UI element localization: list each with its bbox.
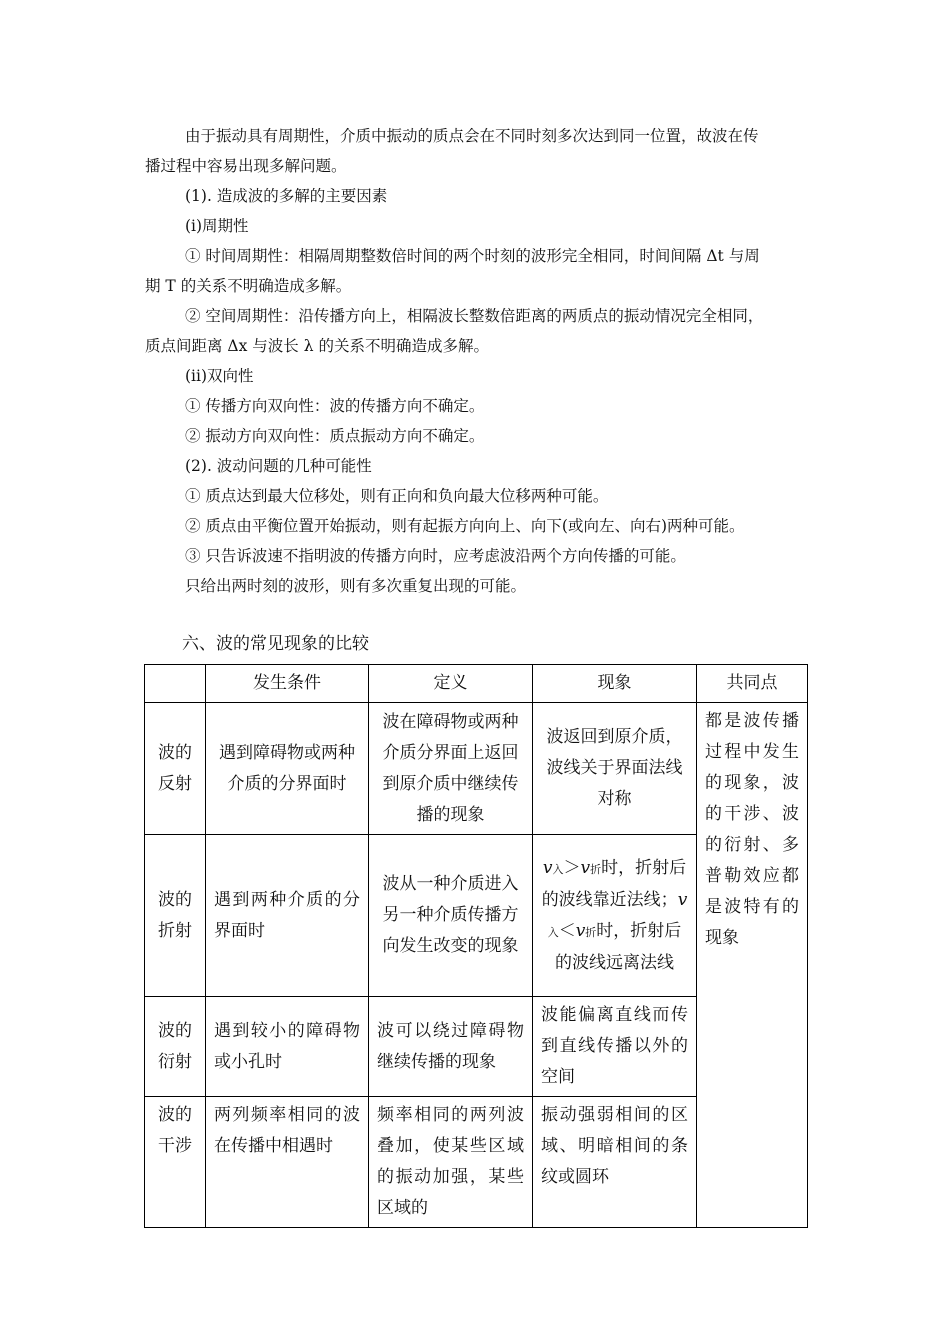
velocity-symbol: v (677, 889, 688, 910)
possibility-1: ① 质点达到最大位移处，则有正向和负向最大位移两种可能。 (185, 487, 609, 505)
space-periodicity-line2: 质点间距离 Δx 与波长 λ 的关系不明确造成多解。 (145, 337, 489, 355)
time-periodicity-line2: 期 T 的关系不明确造成多解。 (145, 277, 352, 295)
header-blank (145, 665, 206, 703)
section-title: 六、波的常见现象的比较 (182, 634, 369, 654)
reflection-condition: 遇到障碍物或两种介质的分界面时 (206, 703, 369, 835)
heading-bidirectionality: (ii)双向性 (185, 367, 254, 385)
diffraction-condition: 遇到较小的障碍物或小孔时 (206, 997, 369, 1097)
velocity-symbol: v (575, 920, 586, 941)
reflection-phenomenon: 波返回到原介质，波线关于界面法线对称 (533, 703, 697, 835)
common-points: 都是波传播过程中发生的现象，波的干涉、波的衍射、多普勒效应都是波特有的现象 (697, 703, 808, 1228)
paragraph-intro-line2: 播过程中容易出现多解问题。 (145, 157, 347, 175)
subscript-refracted: 折 (590, 862, 602, 876)
velocity-symbol: v (542, 857, 553, 878)
row-name-interference: 波的干涉 (145, 1097, 206, 1228)
refraction-phenomenon-part-b: 时，折射后的波线远离法线 (555, 920, 682, 973)
table-header-row (145, 665, 808, 703)
velocity-symbol: v (580, 857, 591, 878)
heading-possibilities: (2). 波动问题的几种可能性 (185, 457, 372, 475)
possibility-3: ③ 只告诉波速不指明波的传播方向时，应考虑波沿两个方向传播的可能。 (185, 547, 686, 565)
paragraph-intro-line1: 由于振动具有周期性，介质中振动的质点会在不同时刻多次达到同一位置，故波在传 (185, 127, 759, 145)
reflection-definition: 波在障碍物或两种介质分界面上返回到原介质中继续传播的现象 (369, 703, 533, 835)
interference-definition: 频率相同的两列波叠加，使某些区域的振动加强，某些区域的 (369, 1097, 533, 1228)
header-definition: 定义 (369, 665, 533, 703)
possibility-2: ② 质点由平衡位置开始振动，则有起振方向向上、向下(或向左、向右)两种可能。 (185, 517, 745, 535)
refraction-phenomenon-part-a: 时，折射后的波线靠近法线； (541, 857, 687, 910)
heading-causes: (1). 造成波的多解的主要因素 (185, 187, 388, 205)
propagation-bidirectional: ① 传播方向双向性：波的传播方向不确定。 (185, 397, 485, 415)
greater-than-sign: ＞ (563, 857, 581, 878)
row-name-reflection: 波的反射 (145, 703, 206, 835)
refraction-phenomenon (533, 835, 697, 997)
time-periodicity-line1: ① 时间周期性：相隔周期整数倍时间的两个时刻的波形完全相同，时间间隔 Δt 与周 (185, 247, 760, 265)
less-than-sign: ＜ (558, 920, 576, 941)
space-periodicity-line1: ② 空间周期性：沿传播方向上，相隔波长整数倍距离的两质点的振动情况完全相同， (185, 307, 764, 325)
header-condition: 发生条件 (206, 665, 369, 703)
row-name-refraction: 波的折射 (145, 835, 206, 997)
refraction-condition: 遇到两种介质的分界面时 (206, 835, 369, 997)
interference-condition: 两列频率相同的波在传播中相遇时 (206, 1097, 369, 1228)
possibility-4: 只给出两时刻的波形，则有多次重复出现的可能。 (185, 577, 527, 595)
interference-phenomenon: 振动强弱相间的区域、明暗相间的条纹或圆环 (533, 1097, 697, 1228)
subscript-incident: 入 (547, 925, 559, 939)
diffraction-phenomenon: 波能偏离直线而传到直线传播以外的空间 (533, 997, 697, 1097)
refraction-definition: 波从一种介质进入另一种介质传播方向发生改变的现象 (369, 835, 533, 997)
table-row (145, 703, 808, 835)
vibration-bidirectional: ② 振动方向双向性：质点振动方向不确定。 (185, 427, 485, 445)
header-phenomenon: 现象 (533, 665, 697, 703)
subscript-incident: 入 (552, 862, 564, 876)
heading-periodicity: (i)周期性 (185, 217, 249, 235)
diffraction-definition: 波可以绕过障碍物继续传播的现象 (369, 997, 533, 1097)
subscript-refracted: 折 (585, 925, 597, 939)
comparison-table (144, 664, 808, 1228)
header-common: 共同点 (697, 665, 808, 703)
row-name-diffraction: 波的衍射 (145, 997, 206, 1097)
